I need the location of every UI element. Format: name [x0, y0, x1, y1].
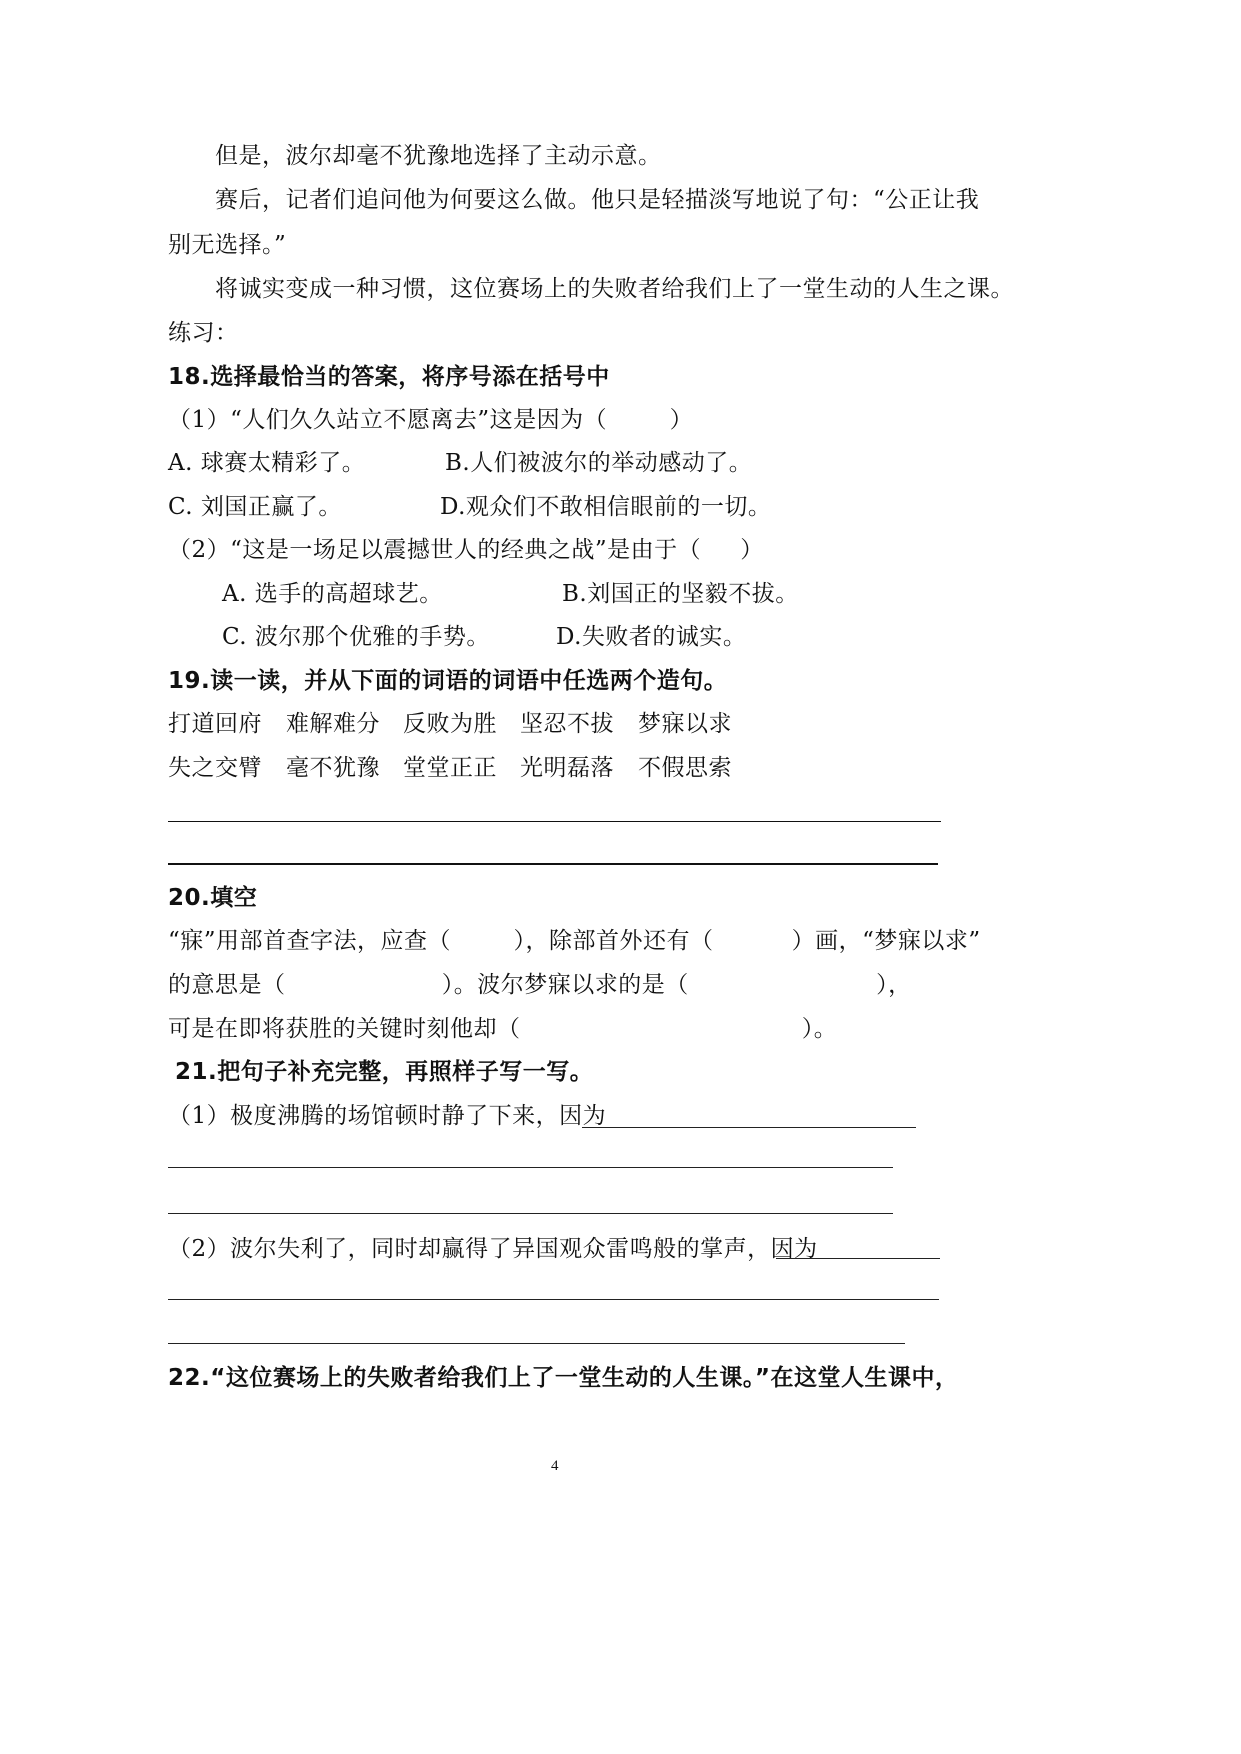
word-item: 反败为胜: [403, 711, 497, 737]
question-19-title: 19.读一读，并从下面的词语的词语中任选两个造句。: [168, 668, 728, 694]
q21-sub2: （2）波尔失利了，同时却赢得了异国观众雷鸣般的掌声，因为: [168, 1236, 818, 1262]
word-item: 难解难分: [286, 711, 380, 737]
q18-2-option-d: D.失败者的诚实。: [556, 624, 747, 650]
q18-option-a: A. 球赛太精彩了。: [168, 450, 366, 476]
passage-line: 赛后，记者们追问他为何要这么做。他只是轻描淡写地说了句：“公正让我: [215, 187, 980, 213]
answer-line[interactable]: [168, 1167, 893, 1168]
q20-line: “寐”用部首查字法，应查（ ），除部首外还有（ ）画，“梦寐以求”: [168, 928, 981, 954]
page-number: 4: [551, 1458, 559, 1474]
answer-line[interactable]: [168, 1343, 905, 1344]
passage-line: 但是，波尔却毫不犹豫地选择了主动示意。: [215, 143, 662, 169]
q20-line: 可是在即将获胜的关键时刻他却（ ）。: [168, 1016, 838, 1042]
word-item: 毫不犹豫: [286, 755, 380, 781]
passage-line: 将诚实变成一种习惯，这位赛场上的失败者给我们上了一堂生动的人生之课。: [215, 276, 1014, 302]
word-item: 梦寐以求: [638, 711, 732, 737]
answer-line[interactable]: [582, 1127, 916, 1128]
q18-option-b: B.人们被波尔的举动感动了。: [445, 450, 753, 476]
answer-line[interactable]: [168, 1213, 893, 1214]
word-item: 打道回府: [168, 711, 262, 737]
question-22-title: 22.“这位赛场上的失败者给我们上了一堂生动的人生课。”在这堂人生课中，: [168, 1365, 959, 1391]
q21-sub1: （1）极度沸腾的场馆顿时静了下来，因为: [168, 1103, 607, 1129]
answer-line[interactable]: [168, 821, 941, 822]
exercise-label: 练习：: [168, 320, 239, 346]
q18-option-c: C. 刘国正赢了。: [168, 494, 342, 520]
q18-2-option-a: A. 选手的高超球艺。: [222, 581, 443, 607]
passage-line: 别无选择。”: [168, 232, 287, 258]
word-item: 失之交臂: [168, 755, 262, 781]
word-item: 光明磊落: [520, 755, 614, 781]
answer-line[interactable]: [776, 1258, 940, 1259]
answer-line[interactable]: [168, 1299, 939, 1300]
word-item: 坚忍不拔: [520, 711, 614, 737]
q18-option-d: D.观众们不敢相信眼前的一切。: [440, 494, 772, 520]
q18-2-option-b: B.刘国正的坚毅不拔。: [562, 581, 799, 607]
question-18-title: 18.选择最恰当的答案，将序号添在括号中: [168, 364, 610, 390]
q18-sub2: （2）“这是一场足以震撼世人的经典之战”是由于（ ）: [168, 537, 764, 563]
question-21-title: 21.把句子补充完整，再照样子写一写。: [175, 1059, 594, 1085]
question-20-title: 20.填空: [168, 885, 258, 911]
q18-2-option-c: C. 波尔那个优雅的手势。: [222, 624, 490, 650]
answer-line[interactable]: [168, 863, 938, 865]
q20-line: 的意思是（ ）。波尔梦寐以求的是（ ），: [168, 972, 912, 998]
q18-sub1: （1）“人们久久站立不愿离去”这是因为（ ）: [168, 407, 694, 433]
word-item: 堂堂正正: [403, 755, 497, 781]
word-item: 不假思索: [638, 755, 732, 781]
